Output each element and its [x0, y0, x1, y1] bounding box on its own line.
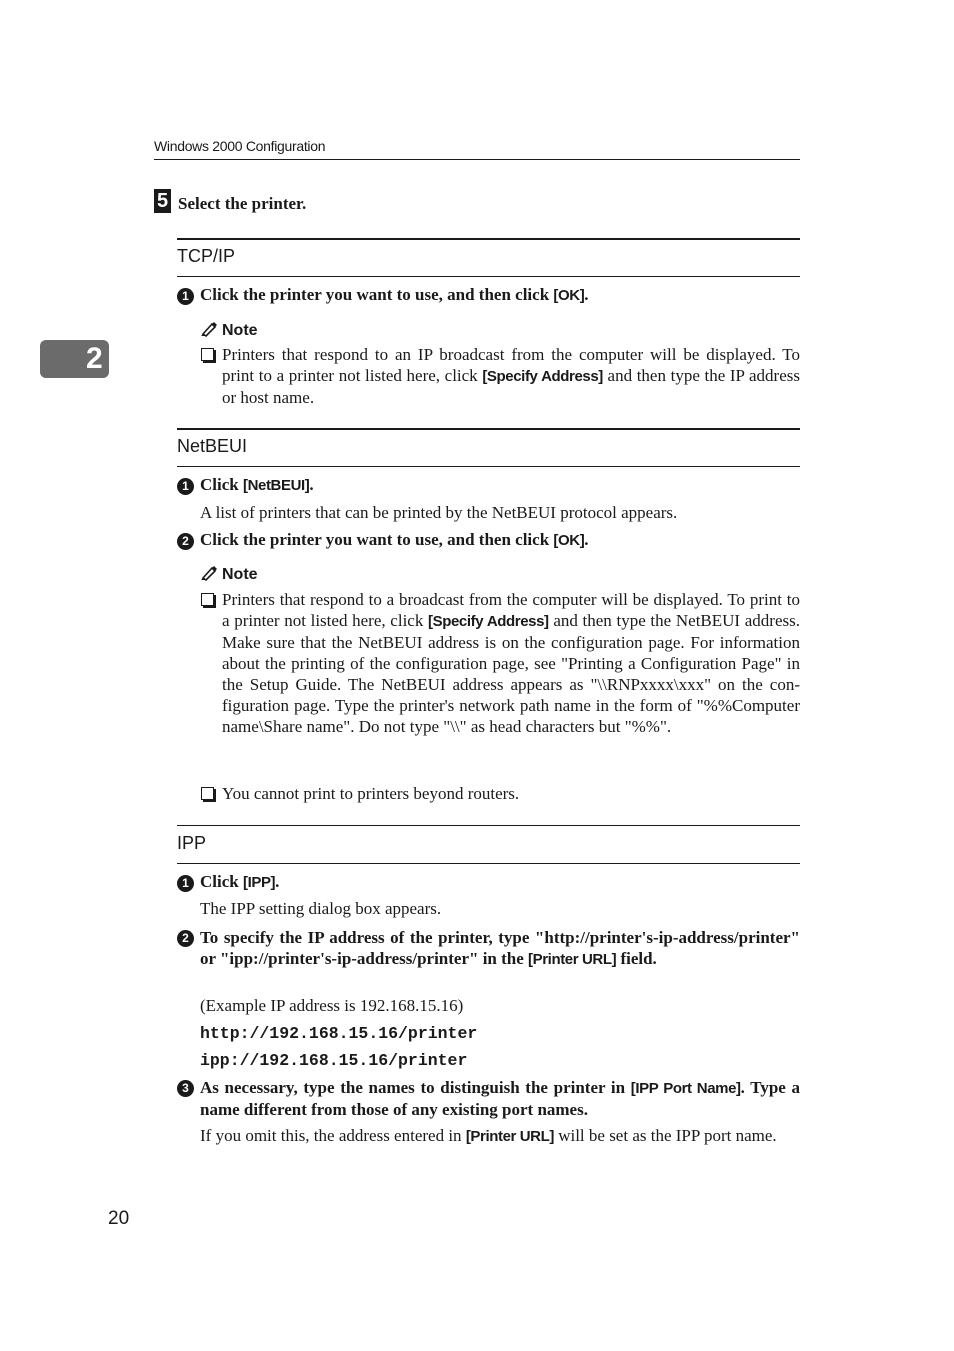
instruction-text: Click the printer you want to use, and then click [OK]. — [200, 530, 589, 549]
section-title-netbeui: NetBEUI — [177, 436, 248, 456]
pencil-note-icon — [200, 321, 218, 337]
instruction-text: Click [NetBEUI]. — [200, 475, 314, 494]
section-rule-top — [177, 238, 800, 240]
instruction-text: To specify the IP address of the printer, type "http://printer's-ip-address/printer" or "ipp://printer's-ip-address/printer" in the [Printer URL] field. — [200, 928, 800, 968]
note-bullet-text: Printers that respond to a broadcast from the computer will be displayed. To print to a printer not listed here, click [Specify Address] and then type the NetBEUI address. Make sure that the NetBEUI address is on the configuration page. For information about the printing of the configuration page, see "Printing a Configuration Page" in the Setup Guide. The NetBEUI address appears as "\\RNPxxxx\xxx" on the configuration page. Type the printer's network path name in the form of "%%Computer name\Share name". Do not type "\\" as head characters but "%%". — [222, 590, 800, 736]
pencil-note-icon — [200, 565, 218, 581]
bullet-box — [201, 593, 214, 606]
key-label: [IPP Port Name] — [630, 1080, 741, 1097]
step-number-badge: 5 — [154, 189, 171, 213]
running-header: Windows 2000 Configuration — [154, 138, 326, 154]
item-number-badge: 2 — [177, 930, 194, 947]
step-title: Select the printer. — [178, 194, 307, 213]
section-rule-top — [177, 428, 800, 430]
section-rule-bottom — [177, 863, 800, 864]
item-number-badge: 3 — [177, 1080, 194, 1097]
instruction-description: A list of printers that can be printed by the NetBEUI protocol appears. — [200, 503, 678, 522]
header-rule — [154, 159, 800, 160]
note-heading: Note — [200, 321, 258, 340]
page-number: 20 — [108, 1208, 130, 1229]
code-line: ipp://192.168.15.16/printer — [200, 1051, 468, 1070]
item-number-badge: 1 — [177, 288, 194, 305]
note-bullet-text: Printers that respond to an IP broadcast from the computer will be displayed. To print to a printer not listed here, click [Specify Address] and then type the IP address or host name. — [222, 345, 800, 407]
section-rule-bottom — [177, 466, 800, 467]
instruction-description: If you omit this, the address entered in [Printer URL] will be set as the IPP port name. — [200, 1126, 777, 1145]
key-label: [IPP] — [242, 874, 276, 891]
key-label: [OK] — [553, 287, 585, 304]
key-label: [OK] — [553, 532, 585, 549]
bullet-box — [201, 348, 214, 361]
instruction-text: As necessary, type the names to distinguish the printer in [IPP Port Name]. Type a name different from those of any existing port names. — [200, 1078, 800, 1119]
item-number-badge: 2 — [177, 533, 194, 550]
key-label: [Specify Address] — [482, 368, 603, 385]
bullet-box — [201, 787, 214, 800]
instruction-text: Click [IPP]. — [200, 872, 280, 891]
key-label: [Specify Address] — [428, 613, 549, 630]
item-number-badge: 1 — [177, 478, 194, 495]
section-rule-bottom — [177, 276, 800, 277]
instruction-description: The IPP setting dialog box appears. — [200, 899, 442, 918]
key-label: [Printer URL] — [528, 951, 617, 968]
section-title-ipp: IPP — [177, 833, 207, 853]
note-bullet-text: You cannot print to printers beyond routers. — [222, 784, 520, 803]
code-line: http://192.168.15.16/printer — [200, 1024, 478, 1043]
key-label: [Printer URL] — [465, 1128, 554, 1145]
item-number-badge: 1 — [177, 875, 194, 892]
key-label: [NetBEUI] — [242, 477, 310, 494]
section-title-tcpip: TCP/IP — [177, 246, 236, 266]
section-rule-top — [177, 825, 800, 826]
example-text: (Example IP address is 192.168.15.16) — [200, 996, 464, 1015]
instruction-text: Click the printer you want to use, and then click [OK]. — [200, 285, 589, 304]
note-heading: Note — [200, 565, 258, 584]
chapter-tab-number: 2 — [86, 342, 103, 375]
